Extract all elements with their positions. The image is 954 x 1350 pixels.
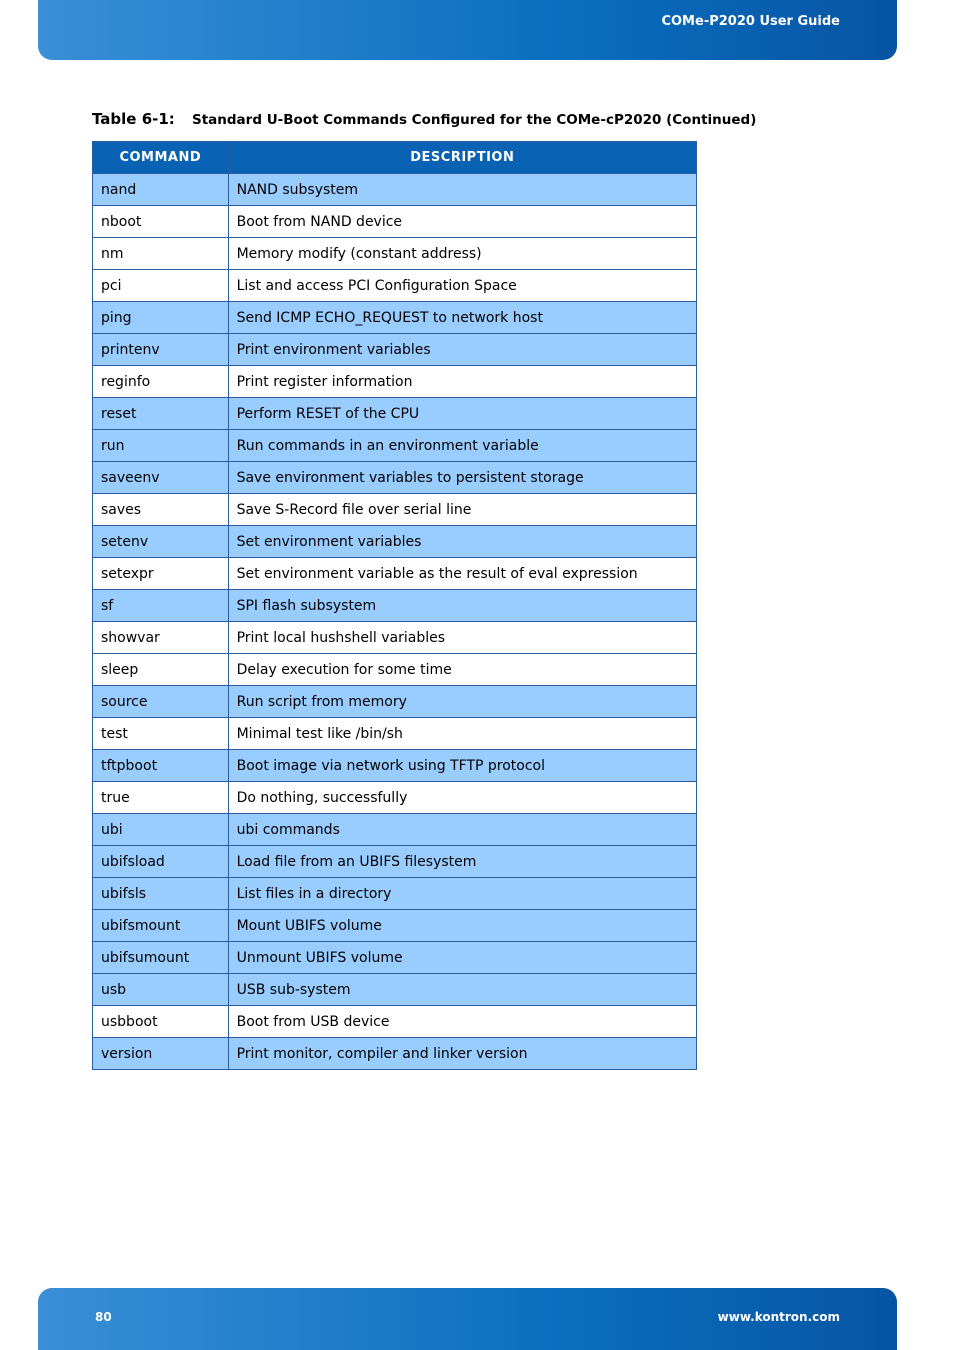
command-cell: nand [93,174,229,206]
column-header-command: COMMAND [93,142,229,174]
command-cell: ubifsload [93,846,229,878]
command-cell: sleep [93,654,229,686]
description-cell: Set environment variable as the result of eval expression [228,558,696,590]
column-header-description: DESCRIPTION [228,142,696,174]
table-row [93,590,697,622]
description-cell: Print environment variables [228,334,696,366]
command-cell: run [93,430,229,462]
description-cell: USB sub-system [228,974,696,1006]
table-row [93,750,697,782]
command-cell: printenv [93,334,229,366]
table-row [93,622,697,654]
table-row [93,558,697,590]
command-cell: setenv [93,526,229,558]
table-row [93,430,697,462]
description-cell: Print monitor, compiler and linker version [228,1038,696,1070]
table-row [93,398,697,430]
description-cell: Save environment variables to persistent storage [228,462,696,494]
table-row [93,782,697,814]
command-cell: setexpr [93,558,229,590]
command-cell: ubi [93,814,229,846]
page-footer [38,1288,897,1350]
command-cell: ubifsls [93,878,229,910]
table-header-row [93,142,697,174]
command-cell: pci [93,270,229,302]
command-cell: test [93,718,229,750]
command-cell: sf [93,590,229,622]
command-cell: saveenv [93,462,229,494]
table-row [93,974,697,1006]
description-cell: Boot from NAND device [228,206,696,238]
document-title: COMe-P2020 User Guide [661,14,840,29]
command-cell: showvar [93,622,229,654]
command-cell: ubifsmount [93,910,229,942]
command-cell: usbboot [93,1006,229,1038]
table-row [93,718,697,750]
description-cell: Perform RESET of the CPU [228,398,696,430]
table-caption [92,110,792,128]
description-cell: Delay execution for some time [228,654,696,686]
table-row [93,654,697,686]
description-cell: Do nothing, successfully [228,782,696,814]
table-body [93,174,697,1070]
command-cell: tftpboot [93,750,229,782]
description-cell: List and access PCI Configuration Space [228,270,696,302]
description-cell: Send ICMP ECHO_REQUEST to network host [228,302,696,334]
table-row [93,526,697,558]
table-row [93,462,697,494]
table-row [93,942,697,974]
table-row [93,270,697,302]
table-row [93,910,697,942]
table-row [93,334,697,366]
table-row [93,238,697,270]
command-cell: reginfo [93,366,229,398]
description-cell: Print local hushshell variables [228,622,696,654]
table-row [93,302,697,334]
description-cell: NAND subsystem [228,174,696,206]
table-row [93,814,697,846]
description-cell: Boot image via network using TFTP protocol [228,750,696,782]
description-cell: List files in a directory [228,878,696,910]
description-cell: Mount UBIFS volume [228,910,696,942]
table-row [93,686,697,718]
table-row [93,846,697,878]
description-cell: Run commands in an environment variable [228,430,696,462]
page-number: 80 [95,1310,112,1324]
website-link[interactable]: www.kontron.com [717,1310,840,1324]
description-cell: Unmount UBIFS volume [228,942,696,974]
description-cell: ubi commands [228,814,696,846]
table-row [93,206,697,238]
description-cell: Boot from USB device [228,1006,696,1038]
description-cell: Minimal test like /bin/sh [228,718,696,750]
table-caption-text: Standard U-Boot Commands Configured for the COMe-cP2020 (Continued) [192,112,757,128]
command-cell: ubifsumount [93,942,229,974]
command-cell: version [93,1038,229,1070]
description-cell: Save S-Record file over serial line [228,494,696,526]
table-row [93,1038,697,1070]
command-cell: saves [93,494,229,526]
description-cell: SPI flash subsystem [228,590,696,622]
page-header [38,0,897,60]
command-cell: nboot [93,206,229,238]
command-cell: source [93,686,229,718]
table-row [93,494,697,526]
description-cell: Load file from an UBIFS filesystem [228,846,696,878]
description-cell: Print register information [228,366,696,398]
table-caption-label: Table 6-1: [92,110,175,128]
description-cell: Memory modify (constant address) [228,238,696,270]
command-cell: nm [93,238,229,270]
description-cell: Run script from memory [228,686,696,718]
command-cell: reset [93,398,229,430]
table-row [93,878,697,910]
description-cell: Set environment variables [228,526,696,558]
command-cell: usb [93,974,229,1006]
commands-table [92,141,697,1070]
command-cell: true [93,782,229,814]
table-row [93,1006,697,1038]
table-row [93,366,697,398]
command-cell: ping [93,302,229,334]
table-row [93,174,697,206]
